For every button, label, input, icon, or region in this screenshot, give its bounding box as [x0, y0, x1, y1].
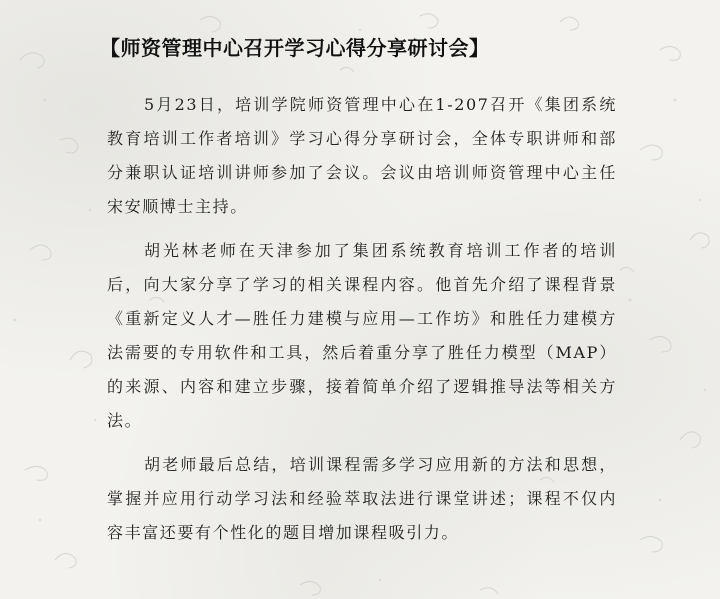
article-title: 【师资管理中心召开学习心得分享研讨会】: [100, 36, 490, 60]
paragraph-2: 胡光林老师在天津参加了集团系统教育培训工作者的培训后，向大家分享了学习的相关课程内容。他首先介绍了课程背景《重新定义人才—胜任力建模与应用—工作坊》和胜任力建模方法需要的专用软件和工具，然后着重分享了胜任力模型（MAP）的来源、内容和建立步骤，接着简单介绍了逻辑推导法等相关方法。: [107, 241, 617, 430]
article-body: [107, 88, 617, 560]
paragraph-1: 5月23日，培训学院师资管理中心在1-207召开《集团系统教育培训工作者培训》学习心得分享研讨会，全体专职讲师和部分兼职认证培训讲师参加了会议。会议由培训师资管理中心主任宋安顺博士主持。: [107, 95, 617, 216]
paragraph-3: 胡老师最后总结，培训课程需多学习应用新的方法和思想，掌握并应用行动学习法和经验萃取法进行课堂讲述；课程不仅内容丰富还要有个性化的题目增加课程吸引力。: [107, 455, 617, 542]
